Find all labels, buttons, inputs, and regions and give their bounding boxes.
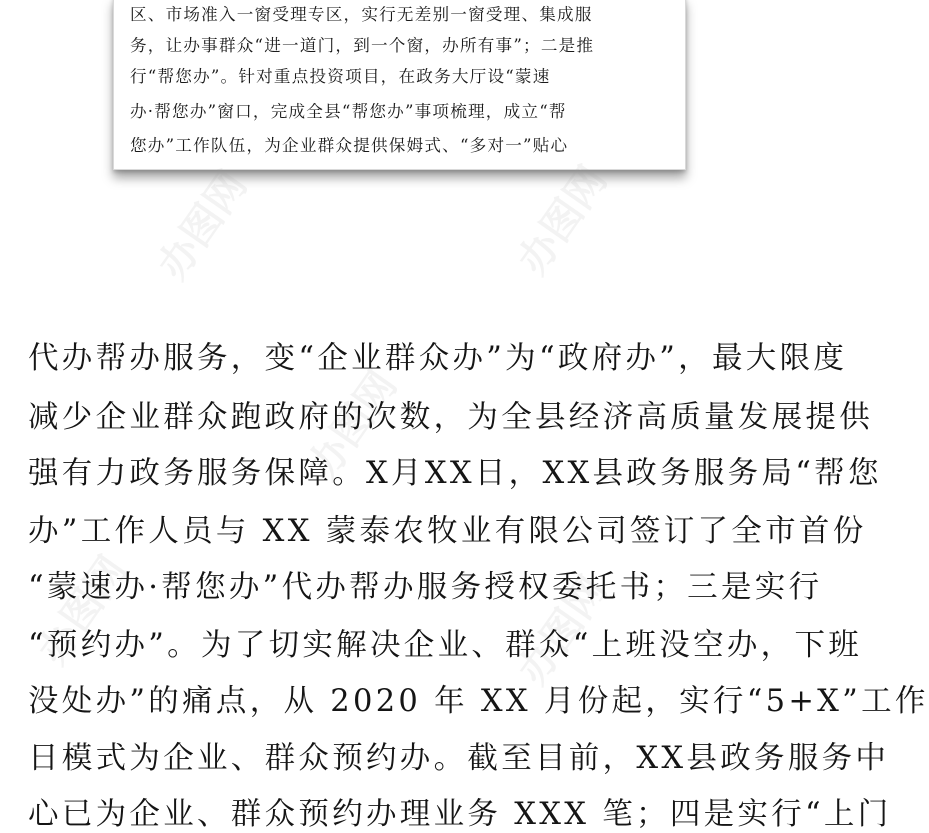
body-text-line: 日模式为企业、群众预约办。截至目前，XX县政务服务中 [28,741,890,776]
body-text-line: 代办帮办服务，变“企业群众办”为“政府办”，最大限度 [28,341,848,376]
body-text-line: “蒙速办·帮您办”代办帮办服务授权委托书；三是实行 [28,570,823,605]
body-text-line: 心已为企业、群众预约办理业务 XXX 笔；四是实行“上门 [28,797,892,832]
card-text-line: 务，让办事群众“进一道门，到一个窗，办所有事”；二是推 [130,36,595,55]
body-text-line: 减少企业群众跑政府的次数，为全县经济高质量发展提供 [28,400,873,435]
body-text-line: 没处办”的痛点，从 2020 年 XX 月份起，实行“5+X”工作 [28,684,929,719]
watermark-text: 办图网 [299,363,407,488]
card-text-line: 行“帮您办”。针对重点投资项目，在政务大厅设“蒙速 [130,67,551,86]
watermark-text: 办图网 [509,568,617,693]
body-text-line: 办”工作人员与 XX 蒙泰农牧业有限公司签订了全市首份 [28,514,867,549]
watermark-text: 办图网 [29,548,137,673]
card-text-line: 您办”工作队伍，为企业群众提供保姆式、“多对一”贴心 [130,136,569,155]
card-text-line: 办·帮您办”窗口，完成全县“帮您办”事项梳理，成立“帮 [130,102,567,121]
card-text-line: 区、市场准入一窗受理专区，实行无差别一窗受理、集成服 [130,5,593,24]
body-text-line: “预约办”。为了切实解决企业、群众“上班没空办，下班 [28,628,863,663]
document-excerpt-card [113,0,686,170]
watermark-text: 办图网 [509,158,617,283]
watermark-text: 办图网 [149,163,257,288]
body-text-line: 强有力政务服务保障。X月XX日，XX县政务服务局“帮您 [28,456,882,491]
